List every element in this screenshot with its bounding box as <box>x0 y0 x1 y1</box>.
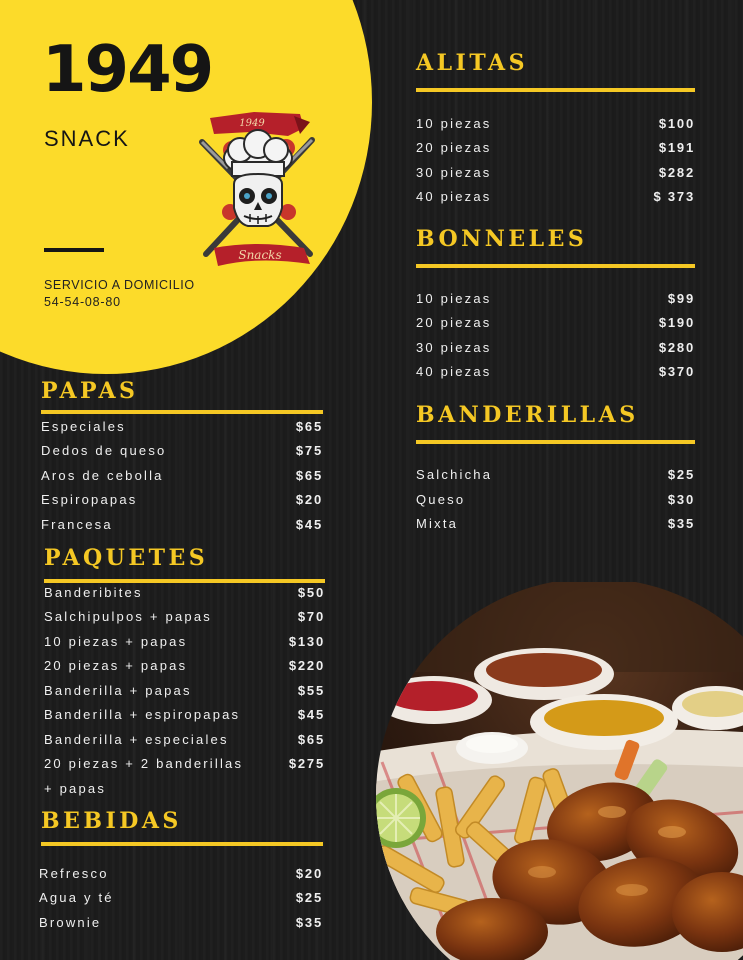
item-name: Dedos de queso <box>41 443 167 458</box>
menu-item <box>416 492 695 507</box>
item-price: $20 <box>295 492 323 507</box>
menu-item <box>44 781 325 796</box>
item-price: $282 <box>658 165 695 180</box>
item-name: 10 piezas + papas <box>44 634 188 649</box>
menu-item <box>416 516 695 531</box>
item-price: $35 <box>667 516 695 531</box>
item-price: $370 <box>658 364 695 379</box>
item-price: $35 <box>295 915 323 930</box>
menu-item <box>416 140 695 155</box>
item-price: $50 <box>297 585 325 600</box>
section-paquetes <box>44 545 325 801</box>
section-bonneles <box>416 226 695 386</box>
item-name: 10 piezas <box>416 116 492 131</box>
menu-item <box>41 443 323 458</box>
item-name: 40 piezas <box>416 189 492 204</box>
item-price: $191 <box>658 140 695 155</box>
skull-chef-logo <box>192 104 322 276</box>
item-name: 30 piezas <box>416 165 492 180</box>
item-name: Banderilla + papas <box>44 683 192 698</box>
section-rule-paquetes <box>44 579 325 583</box>
item-name: 20 piezas + papas <box>44 658 188 673</box>
item-price: $70 <box>297 609 325 624</box>
menu-item <box>44 683 325 698</box>
brand-divider <box>44 248 104 252</box>
item-price: $100 <box>658 116 695 131</box>
menu-item <box>39 866 323 881</box>
section-title-papas: PAPAS <box>41 378 139 404</box>
item-price: $220 <box>288 658 325 673</box>
section-title-banderillas: BANDERILLAS <box>416 402 639 428</box>
menu-item <box>39 915 323 930</box>
section-banderillas <box>416 402 695 542</box>
item-price: $20 <box>295 866 323 881</box>
item-name: Aros de cebolla <box>41 468 164 483</box>
section-papas <box>41 378 323 538</box>
item-price: $275 <box>288 756 325 771</box>
item-price: $55 <box>297 683 325 698</box>
section-rule-banderillas <box>416 440 695 444</box>
item-name: Banderilla + espiropapas <box>44 707 241 722</box>
item-name: + papas <box>44 781 107 796</box>
menu-item <box>416 189 695 204</box>
item-price: $190 <box>658 315 695 330</box>
item-price: $65 <box>295 468 323 483</box>
section-title-bonneles: BONNELES <box>416 226 588 252</box>
item-name: Salchicha <box>416 467 493 482</box>
item-name: Queso <box>416 492 466 507</box>
logo-banner-text: 1949 <box>239 118 265 129</box>
logo-ribbon-text: Snacks <box>238 248 282 262</box>
menu-item <box>41 468 323 483</box>
item-price: $ 373 <box>653 189 695 204</box>
brand-title: 1949 <box>42 33 213 107</box>
item-name: Banderibites <box>44 585 143 600</box>
item-name: Banderilla + especiales <box>44 732 229 747</box>
item-name: Refresco <box>39 866 109 881</box>
section-alitas <box>416 50 695 210</box>
item-price: $25 <box>667 467 695 482</box>
menu-item <box>44 732 325 747</box>
section-rule-papas <box>41 410 323 414</box>
menu-item <box>416 165 695 180</box>
menu-item <box>44 658 325 673</box>
item-name: Especiales <box>41 419 126 434</box>
menu-item <box>416 340 695 355</box>
section-bebidas <box>39 808 323 932</box>
section-rule-alitas <box>416 88 695 92</box>
section-title-alitas: ALITAS <box>416 50 528 76</box>
delivery-service-label: SERVICIO A DOMICILIO <box>44 278 195 292</box>
menu-item <box>44 585 325 600</box>
item-name: Agua y té <box>39 890 114 905</box>
item-price: $45 <box>295 517 323 532</box>
section-rule-bonneles <box>416 264 695 268</box>
menu-item <box>44 707 325 722</box>
item-price: $65 <box>295 419 323 434</box>
menu-item <box>41 492 323 507</box>
section-title-bebidas: BEBIDAS <box>41 808 182 834</box>
item-name: 20 piezas <box>416 315 492 330</box>
item-price: $30 <box>667 492 695 507</box>
item-price: $45 <box>297 707 325 722</box>
section-rule-bebidas <box>41 842 323 846</box>
menu-item <box>416 364 695 379</box>
item-price: $130 <box>288 634 325 649</box>
menu-item <box>41 517 323 532</box>
item-name: Salchipulpos + papas <box>44 609 212 624</box>
item-price: $25 <box>295 890 323 905</box>
menu-item <box>416 116 695 131</box>
brand-subtitle: SNACK <box>44 126 130 151</box>
menu-item <box>416 291 695 306</box>
menu-item <box>44 634 325 649</box>
menu-item <box>416 315 695 330</box>
item-price: $75 <box>295 443 323 458</box>
item-name: Brownie <box>39 915 102 930</box>
menu-item <box>44 756 325 771</box>
item-price: $65 <box>297 732 325 747</box>
wings-and-fries-photo <box>372 582 743 960</box>
menu-item <box>41 419 323 434</box>
menu-item <box>416 467 695 482</box>
item-name: 20 piezas + 2 banderillas <box>44 756 244 771</box>
item-name: 20 piezas <box>416 140 492 155</box>
item-name: Espiropapas <box>41 492 138 507</box>
item-name: 30 piezas <box>416 340 492 355</box>
item-price: $99 <box>667 291 695 306</box>
item-name: 10 piezas <box>416 291 492 306</box>
item-name: Francesa <box>41 517 113 532</box>
section-title-paquetes: PAQUETES <box>44 545 209 571</box>
item-name: 40 piezas <box>416 364 492 379</box>
menu-item <box>39 890 323 905</box>
item-name: Mixta <box>416 516 459 531</box>
phone-number: 54-54-08-80 <box>44 295 121 309</box>
menu-item <box>44 609 325 624</box>
item-price: $280 <box>658 340 695 355</box>
